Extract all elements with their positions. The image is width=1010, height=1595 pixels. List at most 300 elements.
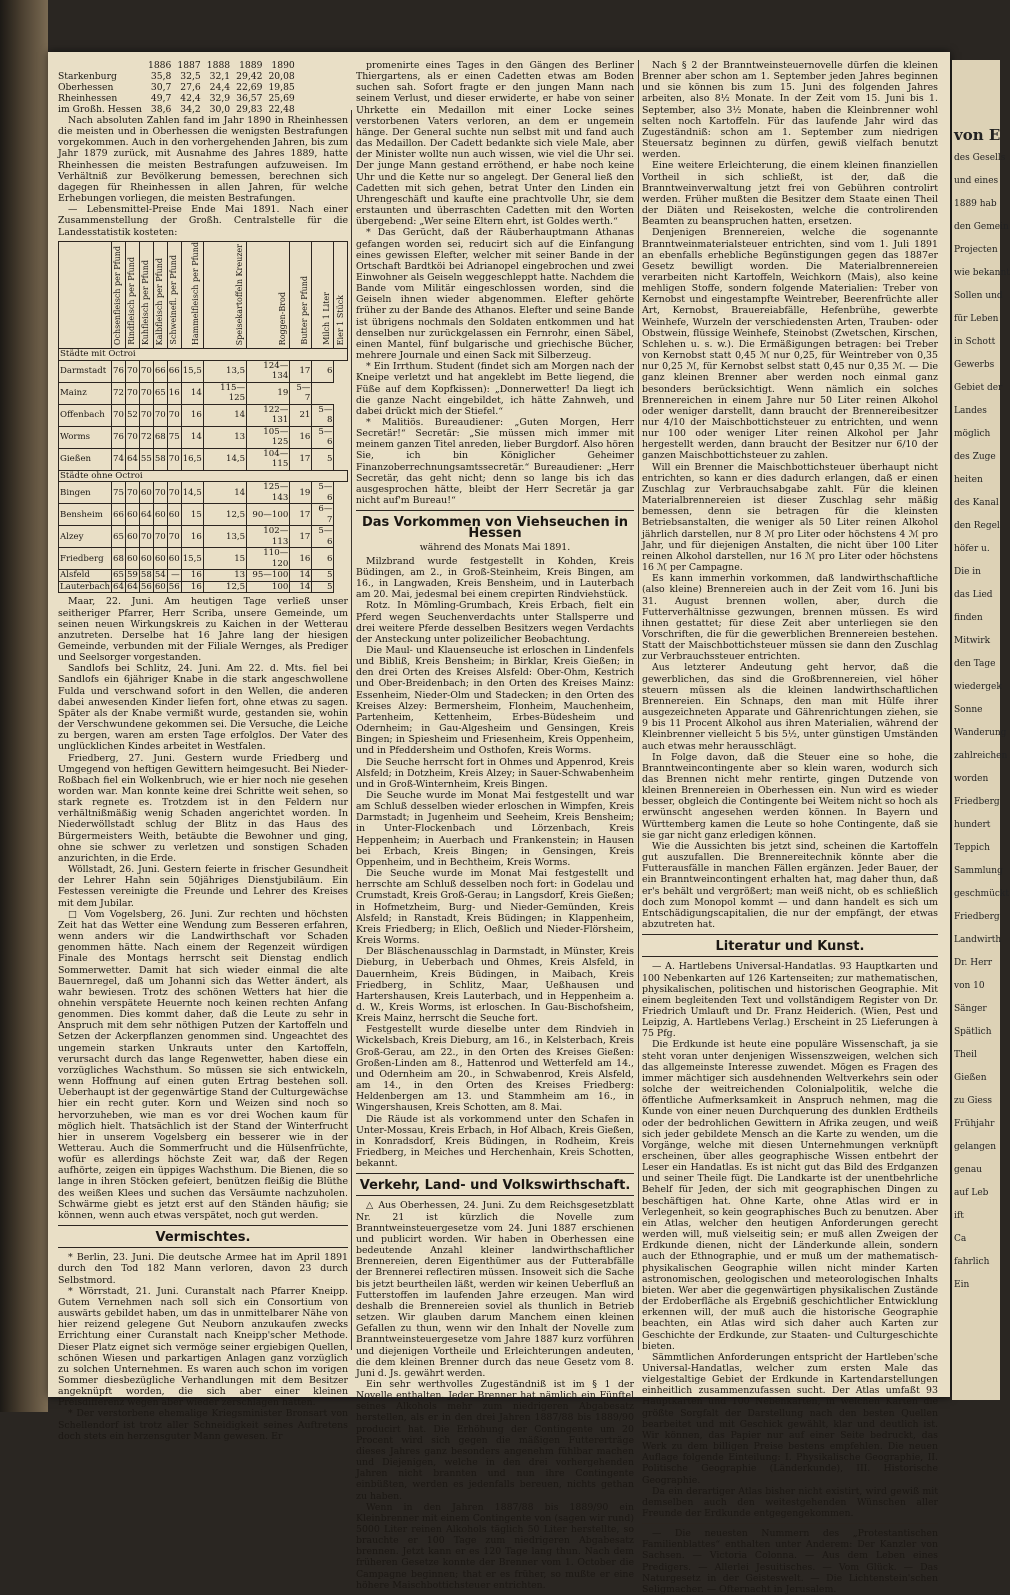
table-cell: 16 xyxy=(181,404,203,426)
article-paragraph: Milzbrand wurde festgestellt in Kohden, Kreis Büdingen, am 2., in Groß-Steinheim, Kreis Bingen, am 16., in Langwaden, Kreis Bensheim, und in Lauterbach am 20. Mai, jedesmal bei einem crepirten Rindviehstück. xyxy=(356,555,634,601)
article-paragraph: Ein sehr werthvolles Zugeständniß ist im § 1 der Novelle enthalten. Jeder Brenner hat nämlich ein Fünftel seines Alkohols mehr zum niedrigeren Abgabesatz herstellen, als er in den drei Jahren 1887/88 bis 1889/90 producirt hat. Die Erhöhung der Contingente um 20 Procent wird sich gegen die mäßigen Futtererträge dieses Jahres ganz besonders angenehm fühlbar machen und Diejenigen, welche in den drei vorhergehenden Jahren nicht brannten und nun ihre Contingente einbüßten, werden es jedenfalls bereuen, nichts gethan zu haben. xyxy=(356,1378,634,1502)
facing-page-text: und eines xyxy=(954,176,999,186)
table-cell: 14 xyxy=(181,426,203,448)
table-header-cell xyxy=(125,241,139,349)
column-1 xyxy=(58,60,348,1442)
table-cell: Alsfeld xyxy=(59,570,112,582)
facing-page-text: wiedergek xyxy=(954,682,1002,692)
column-heading: Eier 1 Stück xyxy=(335,294,345,345)
section-divider xyxy=(58,1225,348,1226)
table-cell: 13,5 xyxy=(203,526,246,548)
article-paragraph: Die Räude ist als vorkommend unter den Schafen in Unter-Mossau, Kreis Erbach, in Hof Albach, Kreis Gießen, in Konradsdorf, Kreis Büdingen, in Rodheim, Kreis Friedberg, in Meiches und Herchenhain, Kreis Schotten, bekannt. xyxy=(356,1113,634,1170)
table-cell: 16 xyxy=(290,548,312,570)
article-paragraph: * Wörrstadt, 21. Juni. Curanstalt nach Pfarrer Kneipp. Gutem Vernehmen nach soll sich ein Consortium von auswärts gebildet haben, um das in unmittelbarer Nähe von hier reizend gelegene Gut Neuborn anzukaufen zwecks Errichtung einer Curanstalt nach Kneipp'scher Methode. Dieser Platz eignet sich vermöge seiner ergiebigen Quellen, schönen Wiesen und parkartigen Anlagen ganz vorzüglich zu solchen Unternehmen. Es waren auch schon im vorigen Sommer diesbezügliche Verhandlungen mit dem Besitzer angeknüpft worden, die sich aber einer kleinen Preisdifferenz wegen aber wieder zerschlagen hatten. xyxy=(58,1285,348,1409)
table-cell: 30,7 xyxy=(150,82,172,93)
table-cell: Oberhessen xyxy=(58,82,114,93)
table-cell: 105—125 xyxy=(247,426,290,448)
table-cell: 64 xyxy=(113,581,124,592)
table-cell: 5—8 xyxy=(312,404,334,426)
section-divider xyxy=(642,934,938,935)
table-cell: 29,42 xyxy=(236,71,263,82)
table-cell: Alzey xyxy=(59,526,112,548)
table-group-row xyxy=(59,470,348,482)
table-row xyxy=(59,404,348,426)
column-heading: Butter per Pfund xyxy=(299,276,309,345)
table-row xyxy=(59,581,348,593)
table-cell: 60 xyxy=(154,581,166,592)
facing-page-text: für Leben xyxy=(954,314,999,324)
table-header-cell xyxy=(181,241,203,349)
column-heading: Kuhfleisch per Pfund xyxy=(141,259,151,345)
article-paragraph: * Ein Irrthum. Student (findet sich am Morgen nach der Kneipe verletzt und hat angeklebt im Bette liegend, die Füße auf dem Kopfkissen): „Donnerwetter! Da liegt ich die ganze Nacht eingebildet, ich hätte Zahnweh, und dabei drückt mich der Stiefel.“ xyxy=(356,361,634,417)
table-cell: 70 xyxy=(153,404,167,426)
table-cell: 90—100 xyxy=(247,504,290,526)
table-cell: 76 xyxy=(112,360,126,382)
article-paragraph: Maar, 22. Juni. Am heutigen Tage verließ unser seitheriger Pfarrer, Herr Scriba, unsere Gemeinde, um seinen neuen Wirkungskreis zu Kaichen in der Wetterau anzutreten. Derselbe hat 16 Jahre lang der hiesigen Gemeinde, verbunden mit der Filiale Wernges, als Prediger und Seelsorger vorgestanden. xyxy=(58,596,348,664)
section-heading: Das Vorkommen von Viehseuchen in Hessen xyxy=(361,515,629,542)
facing-page-text: worden xyxy=(954,774,989,784)
table-header-cell: 1888 xyxy=(206,60,231,71)
table-cell: 65 xyxy=(113,570,124,581)
article-paragraph: Die Seuche wurde im Monat Mai festgestellt und war am Schluß desselben wieder erloschen in Wimpfen, Kreis Darmstadt; in Jugenheim und Seeheim, Kreis Bensheim; in Unter-Flockenbach und Lörzenbach, Kreis Heppenheim; in Auerbach und Frankenstein; in Hausen bei Erbach, Kreis Bingen; in Gensingen, Kreis Oppenheim, und in Bechtheim, Kreis Worms. xyxy=(356,790,634,868)
column-heading: Hammelfleisch per Pfund xyxy=(191,241,201,345)
table-cell: Friedberg xyxy=(59,548,112,570)
article-paragraph: — Lebensmittel-Preise Ende Mai 1891. Nach einer Zusammenstellung der Großh. Centralstelle für die Landesstatistik kosteten: xyxy=(58,204,348,238)
table-cell: 60 xyxy=(153,504,167,526)
article-paragraph: □ Vom Vogelsberg, 26. Juni. Zur rechten und höchsten Zeit hat das Wetter eine Wendung zum Besseren erfahren, wenn anders wir die Landwirthschaft vor Schaden genommen hätte. Nach einem der Regenzeit würdigen Finale des Montags herrscht seit Dienstag endlich Sommerwetter. Damit hat sich wieder einmal die alte Bauernregel, daß um Johanni sich das Wetter ändert, als wahr bewiesen. Trotz des schönen Wetters hat hier die ohnehin verspätete Heuernte noch keinen rechten Anfang genommen. Dies kommt daher, daß die Leute zu sehr in Anspruch mit dem sehr nöthigen Putzen der Kartoffeln und Setzen der Ackerpflanzen genommen sind. Ungeachtet des ungemein starken Unkrauts unter den Kartoffeln, verursacht durch das lange Regenwetter, haben diese ein vorzügliches Wachsthum. So müssen sie sich entwickeln, wenn Hoffnung auf einen guten Ertrag bestehen soll. Ueberhaupt ist der gegenwärtige Stand der Culturgewächse hier ein recht guter. Korn und Weizen sind noch so hervorzuheben, wie man es vor drei Wochen kaum für möglich hielt. Thatsächlich ist der Stand der Winterfrucht hier in unserem Vogelsberg ein besserer wie in der Wetterau. Auch die Sommerfrucht und die Hülsenfrüchte, wofür es allerdings höchste Zeit war, daß der Regen aufhörte, zeigen ein üppiges Wachsthum. Die Bienen, die so lange in ihren Stöcken gefeiert, benützen fleißig die Blüthe des weißen Klees und suchen das Versäumte nachzuholen. Schwärme giebt es jetzt erst auf den Ständen häufig; sie können, wenn auch etwas verspätet, noch gut werden. xyxy=(58,908,348,1221)
table-cell: 70 xyxy=(139,360,153,382)
facing-page-text: Ca xyxy=(954,1234,967,1244)
table-cell: 74 xyxy=(112,448,126,470)
table-cell: im Großh. Hessen xyxy=(58,104,142,115)
table-cell: Starkenburg xyxy=(58,71,117,82)
section-divider xyxy=(58,1247,348,1248)
table-cell: 14 xyxy=(203,482,246,504)
table-row xyxy=(58,93,298,104)
facing-page-text: Mitwirk xyxy=(954,636,991,646)
table-header-cell xyxy=(112,241,126,349)
table-cell: 14,5 xyxy=(203,448,246,470)
facing-page-text: Friedberg xyxy=(954,912,1000,922)
table-cell: Rheinhessen xyxy=(58,93,118,104)
article-paragraph: Denjenigen Brennereien, welche die sogenannte Branntweinmaterialsteuer entrichten, sind vom 1. Juli 1891 an ebenfalls erhebliche Begünstigungen gegen das 1887er Gesetz bewilligt worden. Die Materialbrennereien verarbeiten nicht Kartoffeln, Weichkorn (Mais), also keine mehligen Stoffe, sondern folgende Materialien: Treber von Kernobst und eingestampfte Weintreber, Beerenfrüchte aller Art, Kernobst, Brauereiabfälle, Hefenbrühe, gewerbte Weinhefe, Wurzeln der verschiedensten Arten, Trauben- oder Obstwein, flüssige Weinhefe, Steinobst (Zwetschen, Kirschen, Schlehen u. s. w.). Die Ermäßigungen betragen: bei Treber von Kernobst statt 0,45 ℳ nur 0,25, für Weintreber von 0,35 nur 0,25 ℳ, für Kernobst selbst statt 0,45 nur 0,35 ℳ. — Die ganz kleinen Brenner aber werden noch einmal ganz besonders berücksichtigt. Wenn nämlich ein solches Brennereichen in einem Jahre nur 50 Liter reinen Alkohol oder weniger darstellt, dann braucht der Brennereibesitzer nur 4/10 der Maischbottichsteuer zu entrichten, und wenn nur 100 oder weniger Liter reinen Alkohol per Jahr hergestellt werden, dann braucht der Besitzer nur 6/10 der ganzen Maischbottichsteuer zu zahlen. xyxy=(642,227,938,462)
facing-page-text: Dr. Herr xyxy=(954,958,993,968)
table-cell: 19 xyxy=(247,382,290,404)
facing-page-text: von 10 xyxy=(954,981,985,991)
article-paragraph: Die Seuche wurde im Monat Mai festgestellt und herrschte am Schluß desselben noch fort: in Godelau und Crumstadt, Kreis Groß-Gerau; in Langsdorf, Kreis Gießen; in Hofmetzheim, Burg- und Nieder-Gemünden, Kreis Alsfeld; in Ranstadt, Kreis Büdingen; in Klappenheim, Kreis Friedberg; in Elich, Oeßlich und Nieder-Flörsheim, Kreis Worms. xyxy=(356,868,634,947)
facing-page-text: Die in xyxy=(954,567,981,577)
article-paragraph: Sandlofs bei Schlitz, 24. Juni. Am 22. d. Mts. fiel bei Sandlofs ein 6jähriger Knabe in die stark angeschwollene Fulda und verschwand sofort in den Wellen, die anderen dabei anwesenden Kinder liefen fort, ohne etwas zu sagen. Später als der Knabe vermißt wurde, gestanden sie, wohin der Verschwundene gekommen sei. Die Versuche, die Leiche zu bergen, waren am ersten Tage erfolglos. Der Vater des unglücklichen Kindes arbeitet in Westfalen. xyxy=(58,663,348,753)
table-cell: 15,5 xyxy=(181,360,203,382)
facing-page-text: Sänger xyxy=(954,1004,987,1014)
facing-page-text: den Gemein xyxy=(954,222,1009,232)
table-cell: 16 xyxy=(181,581,203,593)
table-cell: 19,85 xyxy=(268,82,295,93)
table-cell: 70 xyxy=(139,382,153,404)
column-heading: Roggen-Brod xyxy=(277,291,287,345)
column-rule xyxy=(351,110,352,1350)
article-paragraph: promenirte eines Tages in den Gängen des Berliner Thiergartens, als er einen Cadetten etwas am Boden suchen sah. Sofort fragte er den jungen Mann nach seinem Verlust, und dieser erwiderte, er habe von seiner Uhrkette ein Medaillon mit einer Locke seines verstorbenen Vaters verloren, an dem er ungemein hänge. Der General suchte nun selbst mit und fand auch das Medaillon. Der Cadett bedankte sich viele Male, aber der Minister wollte nun auch wissen, wie viel die Uhr sei. Der junge Mann gestand erröthend, er habe noch keine Uhr und die Kette nur so angelegt. Der General ließ den Cadetten mit sich gehen, betrat Unter den Linden ein Uhrengeschäft und kaufte eine prachtvolle Uhr, sie dem erstaunten und überraschten Cadetten mit den Worten übergebend: „Wer seine Eltern ehrt, ist Goldes werth.“ xyxy=(356,60,634,228)
facing-page-text: zahlreichen xyxy=(954,751,1008,761)
table-cell: 124—134 xyxy=(247,360,290,382)
table-cell: 56 xyxy=(140,581,152,592)
facing-page-text: ift xyxy=(954,1211,964,1221)
column-3 xyxy=(642,60,938,1595)
article-paragraph: Die Erdkunde ist heute eine populäre Wissenschaft, ja sie steht voran unter denjenigen Wissenszweigen, welchen sich das allgemeinste Interesse zuwendet. Mögen es Fragen des immer mächtiger sich ausdehnenden Weltverkehrs sein oder solche der weitreichenden Colonialpolitik, welche die öffentliche Aufmerksamkeit in Anspruch nehmen, mag die Kunde von einer neuen Durchquerung des dunklen Erdtheils oder der bedrohlichen Gewittern in Afrika zeugen, und weiß sich jeder gebildete Mensch an die Karte zu wenden, um die Vorgänge, welche mit diesen Unternehmungen verknüpft erscheinen, über alles geographische Wissen entbehrt der Leser ein Handatlas. Es ist nicht gut das Bild des Erdganzen und seiner Theile fügt. Die Landkarte ist der unentbehrliche Behelf für Jeden, der sich mit geographischen Dingen zu beschäftigen hat. Ohne Karte, ohne Atlas wird er in Verlegenheit, so kein geographisches Buch zu benutzen. Aber ein Atlas, welcher den heutigen Anforderungen gerecht werden will, muß vielseitig sein; er muß allen Zweigen der Erdkunde dienen, nicht der Länderkunde allein, sondern auch der Ethnographie, und er muß um der mathematisch-physikalischen Geographie willen nicht minder Karten astronomischen, geologischen und meteorologischen Inhalts bieten. Wer aber die gegenwärtigen physikalischen Zustände der Erdoberfläche als Ergebniß geschichtlicher Entwicklung erkennen will, der muß auch die historische Geographie beachten, ein Atlas wird sich daher auch Karten zur Geschichte der Erdkunde, zur Staaten- und Culturgeschichte bieten. xyxy=(642,1039,938,1352)
table-cell: 70 xyxy=(125,360,139,382)
table-row xyxy=(59,504,348,526)
facing-page-text: des Zuge xyxy=(954,452,996,462)
facing-page-text: Projecten xyxy=(954,245,998,255)
table-cell: 58 xyxy=(140,570,152,581)
article-paragraph: Der Bläschenausschlag in Darmstadt, in Münster, Kreis Dieburg, in Ueberbach und Ohmes, Kreis Alsfeld, in Dauernheim, Kreis Büdingen, in Maibach, Kreis Friedberg, in Schlitz, Maar, Ueßhausen und Hartershausen, Kreis Lauterbach, und in Heppenheim a. d. W., Kreis Worms, ist erloschen. In Gau-Bischofsheim, Kreis Mainz, herrscht die Seuche fort. xyxy=(356,946,634,1025)
table-cell: 35,8 xyxy=(150,71,172,82)
table-cell: Worms xyxy=(59,426,112,448)
table-cell: 22,69 xyxy=(236,82,263,93)
table-cell: 60 xyxy=(139,482,153,504)
facing-page-text: des Kanal xyxy=(954,498,999,508)
table-cell: — xyxy=(167,570,181,582)
table-cell: 104—115 xyxy=(247,448,290,470)
table-header-row xyxy=(59,241,348,349)
article-paragraph: Festgestellt wurde dieselbe unter dem Rindvieh in Wickelsbach, Kreis Dieburg, am 16., in Kelsterbach, Kreis Groß-Gerau, am 22., in den Orten des Kreises Gießen: Großen-Linden am 8., Hattenrod und Wetterfeld am 14., und Odernheim am 20., in Schwabenrod, Kreis Alsfeld, am 14., in den Orten des Kreises Friedberg: Heldenbergen am 13. und Stammheim am 16., in Wingershausen, Kreis Schotten, am 8. Mai. xyxy=(356,1024,634,1114)
table-cell: 34,2 xyxy=(180,104,201,115)
table-cell: Lauterbach xyxy=(60,581,110,592)
table-header-cell xyxy=(167,241,181,349)
article-paragraph: Eine weitere Erleichterung, die einem kleinen finanziellen Vortheil in sich schließt, ist der, daß die Branntweinverwaltung jetzt frei von Gebühren controlirt werden. Früher mußten die Besitzer dem Staate einen Theil der Diäten und Reisekosten, welche die controlirenden Beamten zu beanspruchen hatten, ersetzen. xyxy=(642,160,938,228)
facing-page-text: Ein xyxy=(954,1280,970,1290)
table-cell: 13,5 xyxy=(203,360,246,382)
facing-page-text: Spätlich xyxy=(954,1027,992,1037)
table-cell: 5—7 xyxy=(290,382,312,404)
table-header-cell xyxy=(334,241,348,349)
table-cell: 68 xyxy=(153,426,167,448)
table-cell: 100 xyxy=(247,581,290,593)
table-cell: 14 xyxy=(290,581,312,593)
column-heading: Schweinefl. per Pfund xyxy=(169,255,179,345)
table-row xyxy=(59,570,348,582)
facing-page-text: Frühjahr xyxy=(954,1119,995,1129)
article-paragraph: Aus letzterer Andeutung geht hervor, daß die gewerblichen, das sind die Großbrennereien, viel höher steuern müssen als die kleinen landwirthschaftlichen Brennereien. Ein Schnaps, den man mit Hülfe ihrer ausgezeichneten Apparate und Gährenrichtungen ziehen, sie 9 bis 11 Procent Alkohol aus ihren Materialien, während der Kleinbrenner vielleicht 5 bis 5½, unter günstigen Umständen auch etwas mehr herausschlägt. xyxy=(642,662,938,752)
column-heading: Rindfleisch per Pfund xyxy=(127,257,137,345)
table-header-cell xyxy=(58,60,145,71)
table-cell: 70 xyxy=(112,404,126,426)
column-rule xyxy=(638,60,639,1350)
table-header-cell xyxy=(59,241,112,349)
article-paragraph: Wenn in den Jahren 1887/88 bis 1889/90 ein Kleinbrenner mit einem Contingente von (sagen wir rund) 5000 Liter reinen Alkohols täglich 50 Liter herstellte, so brauchte er 100 Tage zum niedrigeren Abgabesatz brennen. Jetzt kann er es 120 Tage lang thun. Nach dem früheren Gesetze konnte der Brenner vom 1. October die Campagne beginnen; that er es früher, so mußte er eine höhere Maischbottichsteuer entrichten. xyxy=(356,1501,634,1591)
section-heading: Literatur und Kunst. xyxy=(715,939,865,955)
table-cell: 16 xyxy=(167,382,181,404)
section-subheading: während des Monats Mai 1891. xyxy=(419,541,571,553)
table-row xyxy=(59,448,348,470)
facing-page-text: Theil xyxy=(954,1050,977,1060)
table-cell: 110—120 xyxy=(247,548,290,570)
table-cell: 70 xyxy=(139,404,153,426)
article-paragraph: Sämmtlichen Anforderungen entspricht der Hartleben'sche Universal-Handatlas, welcher zum ersten Male das vielgestaltige Gebiet der Erdkunde in Kartendarstellungen einheitlich zusammenzufassen sucht. Der Atlas umfaßt 93 Hauptkarten und 100 Nebenkarten, in welchen Karten die größte Sorgfalt der Darstellung nach den besten Quellen bearbeitet und mit Geschick gewählt, klar und deutlich ist. Wir können, das Papier nur auf einer Seite bedruckt, das Werk zu dem billigen Preise bestens empfehlen. Die neuen Auflage folgende Einteilung: I. Physikalische Geographie, II. Politische Geographie (Länderkunde), III. Historische Geographie. xyxy=(642,1351,938,1486)
table-cell: 122—131 xyxy=(247,404,290,426)
table-cell: 17 xyxy=(290,360,312,382)
facing-page-text: wie bekannt xyxy=(954,268,1010,278)
table-cell: 70 xyxy=(167,482,181,504)
table-cell: 125—143 xyxy=(247,482,290,504)
table-cell: 56 xyxy=(168,581,180,592)
table-cell: 17 xyxy=(290,504,312,526)
column-2 xyxy=(356,60,634,1591)
table-cell: 27,6 xyxy=(180,82,201,93)
facing-page-text: gelangen xyxy=(954,1142,997,1152)
section-divider xyxy=(642,1523,938,1524)
table-cell: 75 xyxy=(112,482,126,504)
table-cell: 72 xyxy=(112,382,126,404)
facing-page-text: Gießen xyxy=(954,1073,987,1083)
facing-page-text: Teppich xyxy=(954,843,990,853)
table-cell: 32,1 xyxy=(209,71,231,82)
article-paragraph: Da ein derartiger Atlas bisher nicht existirt, wird gewiß mit demselben auch den weitestgehenden Wünschen aller Freunde der Erdkunde entgegengekommen. xyxy=(642,1485,938,1519)
section-divider xyxy=(356,1173,634,1174)
table-cell: 12,5 xyxy=(203,504,246,526)
table-row xyxy=(58,71,298,82)
table-cell: 66 xyxy=(153,360,167,382)
table-cell: 21 xyxy=(290,404,312,426)
table-row xyxy=(59,382,348,404)
article-paragraph: Wöllstadt, 26. Juni. Gestern feierte in frischer Gesundheit der Lehrer Hahn sein 50jähriges Dienstjubiläum. Ein Festessen vereinigte die Freunde und Lehrer des Kreises mit dem Jubilar. xyxy=(58,864,348,909)
article-paragraph: Nach absoluten Zahlen fand im Jahr 1890 in Rheinhessen die meisten und in Oberhessen die wenigsten Bestrafungen vorgekommen. Auch in den vorhergehenden Jahren, bis zum Jahr 1879 zurück, mit Ausnahme des Jahres 1889, hatte Rheinhessen die meisten Bestrafungen aufzuweisen. Im Verhältniß zur Bevölkerung bemessen, berechnen sich dagegen für Rheinhessen in allen Jahren, für welche Erhebungen vorliegen, die meisten Bestrafungen. xyxy=(58,115,348,205)
table-cell: 64 xyxy=(125,448,139,470)
section-heading: Vermischtes. xyxy=(155,1230,251,1246)
table-cell: 102—113 xyxy=(247,526,290,548)
table-cell: 17 xyxy=(290,526,312,548)
table-cell: 19 xyxy=(290,482,312,504)
article-paragraph: * Berlin, 23. Juni. Die deutsche Armee hat im April 1891 durch den Tod 182 Mann verloren, davon 23 durch Selbstmord. xyxy=(58,1252,348,1286)
facing-page-text: finden xyxy=(954,613,983,623)
table-row xyxy=(59,548,348,570)
facing-page-text: Landes xyxy=(954,406,987,416)
table-cell: 76 xyxy=(112,426,126,448)
table-cell: 15 xyxy=(181,504,203,526)
table-cell: 6—7 xyxy=(312,504,334,526)
facing-page-text: des Gesells xyxy=(954,153,1006,163)
article-paragraph: — Die neuesten Nummern des „Protestantischen Familienblattes“ enthalten unter Anderem: Der Kanzler von Sachsen. — Victoria Colonna. — Aus dem Leben eines Predigers. — Allerlei Jesuitisches. — Vom Glück. — Das Naturgesetz in der Geisteswelt. — Die Lichtenstein'schen Seligmacher. — Ofternacht in Jerusalem. xyxy=(642,1528,938,1595)
table-cell: 6 xyxy=(312,360,334,382)
food-price-table xyxy=(58,241,348,594)
table-cell: 70 xyxy=(153,526,167,548)
article-paragraph: △ Aus Oberhessen, 24. Juni. Zu dem Reichsgesetzblatt Nr. 21 ist kürzlich die Novelle zum Branntweinsteuergesetze vom 24. Juni 1887 erschienen und publicirt worden. Wir haben in Oberhessen eine bedeutende Anzahl kleiner landwirthschaftlicher Brennereien, deren Eigenthümer aus der Futterabfälle der Brennerei reflectiren müssen. Insoweit sich die Sache bis jetzt beurtheilen läßt, werden wir keinen Ueberfluß an Futterstoffen im laufenden Jahre erzeugen. Man wird deshalb die Brennereien soviel als thunlich in Betrieb setzen. Wir glauben darum Manchem einen kleinen Gefallen zu thun, wenn wir den Inhalt der Novelle zum Branntweinsteuergesetze vom Jahre 1887 kurz vorführen und diejenigen Vortheile und Erleichterungen andeuten, die dem kleinen Brenner durch das neue Gesetz vom 8. Juni d. Js. gewährt werden. xyxy=(356,1200,634,1379)
facing-page-text: höfer u. xyxy=(954,544,990,554)
table-header-cell xyxy=(139,241,153,349)
table-header-row xyxy=(58,60,298,71)
table-cell: 60 xyxy=(125,504,139,526)
table-cell: 60 xyxy=(125,548,139,570)
table-cell: 14 xyxy=(181,382,203,404)
column-heading: Kalbfleisch per Pfund xyxy=(155,257,165,345)
table-cell: 32,5 xyxy=(180,71,201,82)
table-cell: 49,7 xyxy=(150,93,172,104)
table-header-cell xyxy=(247,241,290,349)
facing-page-text: Gewerbs xyxy=(954,360,995,370)
table-cell: 54 xyxy=(154,570,166,581)
article-paragraph: Es kann immerhin vorkommen, daß landwirthschaftliche (also kleine) Brennereien auch in der Zeit vom 16. Juni bis 31. August brennen wollen, aber, durch die Futterverhältnisse gezwungen, brennen müssen. Es wird ihnen gestattet; für diese Zeit aber unterliegen sie den Vorschriften, die für die gewerblichen Brennereien bestehen. Statt der Maischbottichsteuer müssen sie dann den Zuschlag zur Verbrauchssteuer entrichten. xyxy=(642,573,938,663)
section-divider xyxy=(356,510,634,511)
article-paragraph: * Das Gerücht, daß der Räuberhauptmann Athanas gefangen worden sei, reducirt sich auf die Einfangung eines gewissen Elefter, welcher mit seiner Bande in der Ortschaft Bardtköi bei Adrianopel eingebrochen und zwei Einwohner als Geiseln weggeschleppt hatte. Nachdem die Bande vom Militär eingeschlossen worden, sind die Geiseln ihnen wieder abgenommen. Elefter gehörte früher zu der Bande des Athanos. Elefter und seine Bande ist übrigens nochmals den Soldaten entkommen und hat denselben nur zurückgelassen ein Fernrohr, einen Säbel, einen Mantel, fünf bulgarische und griechische Bücher, mehrere Journale und einen Sack mit Silberzeug. xyxy=(356,227,634,362)
facing-page-text: in Schott xyxy=(954,337,996,347)
facing-page-text: 1889 hab xyxy=(954,199,997,209)
table-cell: 58 xyxy=(153,448,167,470)
table-cell: 95—100 xyxy=(247,570,290,582)
table-cell: 115—125 xyxy=(203,382,246,404)
table-cell: 16 xyxy=(181,570,203,582)
table-cell: 5—6 xyxy=(312,426,334,448)
table-cell: 60 xyxy=(167,504,181,526)
book-binding xyxy=(0,0,48,1412)
table-row xyxy=(58,82,298,93)
table-cell: 30,0 xyxy=(209,104,231,115)
facing-page-text: Sonne xyxy=(954,705,983,715)
table-header-cell xyxy=(290,241,312,349)
table-cell: 5—6 xyxy=(312,482,334,504)
table-cell: 29,83 xyxy=(236,104,263,115)
column-heading: Milch 1 Liter xyxy=(321,292,331,345)
table-header-cell: 1889 xyxy=(239,60,263,71)
table-header-cell xyxy=(203,241,246,349)
table-cell: 70 xyxy=(125,426,139,448)
table-cell: 14 xyxy=(290,570,312,582)
table-cell: 16,5 xyxy=(181,448,203,470)
table-cell: Bingen xyxy=(59,482,112,504)
section-divider xyxy=(356,1195,634,1196)
table-cell: 6 xyxy=(312,548,334,570)
table-cell: 70 xyxy=(125,382,139,404)
table-cell: 70 xyxy=(167,526,181,548)
table-cell: 20,08 xyxy=(268,71,295,82)
facing-page-text: den Regel xyxy=(954,521,1000,531)
facing-page-text: Wanderung xyxy=(954,728,1007,738)
article-paragraph: Nach § 2 der Branntweinsteuernovelle dürfen die kleinen Brenner aber schon am 1. September jeden Jahres beginnen und sie können bis zum 15. Juni des folgenden Jahres arbeiten, also 8½ Monate. In der Zeit vom 15. Juni bis 1. September, also 3½ Monate, haben die Kleinbrenner wohl selten noch Kartoffeln. Für das laufende Jahr wird das Zugeständniß: schon am 1. September zum niedrigen Steuersatz beginnen zu dürfen, gewiß vielfach benutzt werden. xyxy=(642,60,938,161)
column-heading: Ochsenfleisch per Pfund xyxy=(113,245,123,345)
facing-page-text: Gebiet der xyxy=(954,383,1003,393)
table-cell: 16 xyxy=(290,426,312,448)
table-cell: 65 xyxy=(153,382,167,404)
table-cell: 60 xyxy=(153,548,167,570)
table-cell: 72 xyxy=(139,426,153,448)
table-row xyxy=(58,104,298,115)
table-header-cell: 1890 xyxy=(271,60,295,71)
section-divider xyxy=(642,956,938,957)
table-cell: 52 xyxy=(125,404,139,426)
article-paragraph: In Folge davon, daß die Steuer eine so hohe, die Branntweincontingente aber so klein waren, wodurch sich das Brennen nicht mehr rentirte, gingen Dutzende von kleinen Brennereien in Oberhessen ein. Nun wird es wieder besser, obgleich die Contingente bei Weitem nicht so hoch als erwünscht angesehen werden können. In Bayern und Württemberg kamen die Leute so hohe Contingente, daß sie sie gar nicht ganz erledigen können. xyxy=(642,751,938,841)
table-group-label: Städte mit Octroi xyxy=(59,349,348,361)
article-paragraph: Wie die Aussichten bis jetzt sind, scheinen die Kartoffeln gut auszufallen. Die Brennereitechnik könnte aber die Futterausfälle in manchen Fällen ergänzen. Jeder Bauer, der ein Branntweincontingent erhalten hat, mag daher thun, daß er's behält und vergrößert; man weiß nicht, ob es schließlich doch zum Monopol kommt — und dann handelt es sich um Entschädigungscapitalien, die nur der empfängt, der etwas abzutreten hat. xyxy=(642,840,938,931)
table-cell: 15 xyxy=(203,548,246,570)
table-cell: Darmstadt xyxy=(59,360,112,382)
table-cell: 13 xyxy=(203,426,246,448)
facing-page-text: genau xyxy=(954,1165,983,1175)
table-cell: Mainz xyxy=(59,382,112,404)
facing-page-text: zu Giess xyxy=(954,1096,993,1106)
table-cell: 32,9 xyxy=(209,93,231,104)
facing-page-text: auf Leb xyxy=(954,1188,989,1198)
table-cell: Gießen xyxy=(59,448,112,470)
table-cell: 70 xyxy=(153,482,167,504)
facing-page-text: Sollen und xyxy=(954,291,1003,301)
facing-page-text: Friedberg xyxy=(954,797,1000,807)
table-cell: 5 xyxy=(312,448,334,470)
facing-page-text: hundert xyxy=(954,820,991,830)
article-paragraph: Rotz. In Mömling-Grumbach, Kreis Erbach, fielt ein Pferd wegen Seuchenverdachts unter Stallsperre und drei weitere Pferde desselben Besitzers wegen Verdachts der Ansteckung unter polizeilicher Beobachtung. xyxy=(356,600,634,645)
article-paragraph: Die Seuche herrscht fort in Ohmes und Appenrod, Kreis Alsfeld; in Dotzheim, Kreis Alzey; in Sauer-Schwabenheim und in Groß-Winternheim, Kreis Bingen. xyxy=(356,756,634,790)
table-cell: 14,5 xyxy=(181,482,203,504)
table-group-label: Städte ohne Octroi xyxy=(59,470,348,482)
facing-page-text: Landwirth xyxy=(954,935,1002,945)
facing-page-text: fahrlich xyxy=(954,1257,990,1267)
facing-page-text: geschmückt xyxy=(954,889,1009,899)
article-paragraph: * Der verstorbene ehemalige Kriegsminister Bronsart von Schellendorf ist trotz aller Schneidigkeit seines Auftretens doch stets ein herzensguter Mann gewesen. Er xyxy=(58,1408,348,1442)
table-cell: 64 xyxy=(126,581,138,592)
table-cell: 75 xyxy=(167,426,181,448)
table-cell: 5 xyxy=(312,570,334,582)
article-paragraph: Die Maul- und Klauenseuche ist erloschen in Lindenfels und Bibliß, Kreis Bensheim; in Birklar, Kreis Gießen; in den drei Orten des Kreises Alsfeld: Ober-Ohm, Kestrich und Ober-Breidenbach; in den Orten des Kreises Mainz: Essenheim, Nieder-Olm und Stadecken; in den Orten des Kreises Alzey: Bermersheim, Flonheim, Mauchenheim, Partenheim, Kettenheim, Erbes-Büdesheim und Odernheim; in Gau-Algesheim und Gensingen, Kreis Bingen; in Spiesheim und Friesenheim, Kreis Oppenheim, und in Pfeddersheim und Osthofen, Kreis Worms. xyxy=(356,644,634,757)
section-heading: Verkehr, Land- und Volkswirthschaft. xyxy=(359,1178,631,1194)
table-cell: 24,4 xyxy=(209,82,231,93)
table-cell: 36,57 xyxy=(236,93,263,104)
table-cell: 60 xyxy=(167,548,181,570)
table-cell: 5 xyxy=(312,581,334,593)
table-cell: 59 xyxy=(126,570,138,581)
column-heading: Speisekartoffeln Kreuzer xyxy=(234,243,244,345)
table-cell: 64 xyxy=(139,504,153,526)
table-header-cell: 1886 xyxy=(147,60,172,71)
facing-page-text: das Lied xyxy=(954,590,993,600)
facing-page-text: möglich xyxy=(954,429,991,439)
table-cell: 16 xyxy=(181,526,203,548)
table-group-row xyxy=(59,349,348,361)
table-cell: 5—6 xyxy=(312,526,334,548)
table-header-cell xyxy=(153,241,167,349)
table-cell: 70 xyxy=(167,448,181,470)
table-cell: 14 xyxy=(203,404,246,426)
statistics-table xyxy=(58,60,298,115)
article-paragraph: — A. Hartlebens Universal-Handatlas. 93 Hauptkarten und 100 Nebenkarten auf 126 Kartenseiten; zur mathematischen, physikalischen, politischen und historischen Geographie. Mit einem begleitenden Text und vollständigem Register von Dr. Friedrich Umlauft und Dr. Franz Heiderich. (Wien, Pest und Leipzig, A. Hartlebens Verlag.) Erscheint in 25 Lieferungen à 75 Pfg. xyxy=(642,961,938,1040)
facing-page-edge xyxy=(952,60,1010,1400)
table-row xyxy=(59,426,348,448)
table-cell: 15,5 xyxy=(181,548,203,570)
facing-page-text: von E xyxy=(954,126,1001,144)
table-cell: 38,6 xyxy=(150,104,172,115)
table-cell: 60 xyxy=(139,548,153,570)
article-paragraph: * Malitiös. Bureaudiener: „Guten Morgen, Herr Secretär!“ Secretär: „Sie müssen mich immer mit meinem ganzen Titel anreden, lieber Burgdorf. Also hören Sie, ich bin Königlicher Geheimer Finanzoberrechnungsamtssecretär.“ Bureaudiener: „Herr Secretär, das geht nicht; denn so lange bis ich das ausgesprochen hätte, bleibt der Herr Secretär ja gar nicht auf'm Bureau!“ xyxy=(356,417,634,507)
table-cell: 70 xyxy=(139,526,153,548)
facing-page-text: den Tage xyxy=(954,659,996,669)
table-row xyxy=(59,526,348,548)
table-cell: 55 xyxy=(139,448,153,470)
facing-page-text: heiten xyxy=(954,475,983,485)
table-cell: 70 xyxy=(125,482,139,504)
table-row xyxy=(59,360,348,382)
table-cell: 66 xyxy=(167,360,181,382)
table-cell: 60 xyxy=(125,526,139,548)
table-cell: 17 xyxy=(290,448,312,470)
table-cell: Offenbach xyxy=(59,404,112,426)
table-cell: 13 xyxy=(203,570,246,582)
table-cell: 68 xyxy=(112,548,126,570)
table-cell: 65 xyxy=(112,526,126,548)
article-paragraph: Friedberg, 27. Juni. Gestern wurde Friedberg und Umgegend von heftigen Gewittern heimgesucht. Bei Nieder-Roßbach fiel ein Wolkenbruch, wie er hier noch nie gesehen worden war. Man konnte keine drei Schritte weit sehen, so stark regnete es. Trotzdem ist in den Feldern nur verhältnißmäßig wenig Schaden angerichtet worden. In Niederwöllstadt schlug der Blitz in das Haus des Bürgermeisters Weith, betäubte die Bewohner und ging, ohne sie schwer zu verletzen und sonstigen Schaden anzurichten, in die Erde. xyxy=(58,752,348,864)
table-cell: 25,69 xyxy=(268,93,295,104)
table-cell: 70 xyxy=(167,404,181,426)
table-cell: 42,4 xyxy=(180,93,201,104)
article-paragraph: Will ein Brenner die Maischbottichsteuer überhaupt nicht entrichten, so kann er dies dadurch erlangen, daß er einen Zuschlag zur Verbrauchsabgabe zahlt. Für die kleinen Materialbrennereien ist dieser Zuschlag sehr mäßig bemessen, denn sie betragen für die kleinsten Betriebsanstalten, die weniger als 50 Liter reinen Alkohol jährlich darstellen, nur 8 ℳ pro Liter oder höchstens 4 ℳ pro Jahr, und für diejenigen Anstalten, die nicht über 100 Liter reinen Alkohol darstellen, nur 16 ℳ pro Liter oder höchstens 16 ℳ per Campagne. xyxy=(642,461,938,574)
table-cell: Bensheim xyxy=(59,504,112,526)
table-cell: 12,5 xyxy=(203,581,246,593)
